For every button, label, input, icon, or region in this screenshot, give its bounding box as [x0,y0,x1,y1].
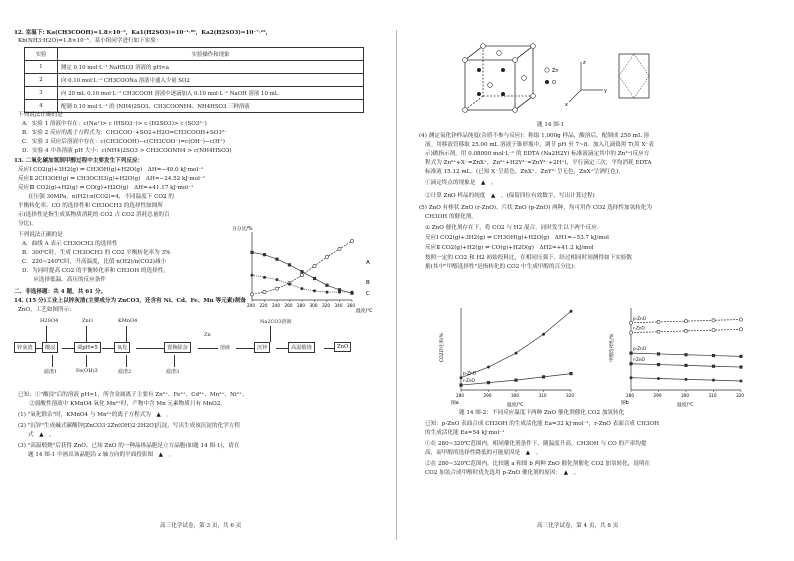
q12-option-c: C．实验 3 反应后溶液中存在：c(CH3COOH)−c(CH3COO⁻)=c(OH⁻)−c(H⁺) [22,139,225,145]
data-point [301,287,304,290]
data-point [629,352,632,355]
data-point [712,329,715,332]
series-r-ZnO [629,362,742,368]
x-tick-label: 310 [538,393,547,398]
data-point [325,284,328,287]
q14-note: (3) "高温煅烧"后获得 ZnO。已知 ZnO 的一种晶体晶胞是立方晶胞(如题 14 图-1)，请在 [18,443,240,449]
flow-box: 酸浸 [42,342,58,353]
data-point [275,258,278,261]
series-label: p-ZnO [633,346,646,352]
flow-bottom-label: Fe(OH)3 [76,368,98,374]
q13-reaction2: 反应Ⅱ 2CH3OH(g) ⇌ CH3OCH3(g)+H2O(g) ΔH=−24.52 kJ·mol⁻¹ [18,176,206,182]
data-point [263,290,266,293]
legend-zn: Zn [552,68,559,74]
flow-box: 调pH=5 [74,342,101,353]
series-line [252,241,352,294]
x-tick-label: 360 [347,303,355,308]
chart-b-tag: 图b [621,401,629,406]
x-tick-label: 320 [566,393,574,398]
data-point [275,287,278,290]
chart-b [607,298,757,408]
q14-note: (2) "沉锌"生成碱式碳酸锌[ZnCO3·2Zn(OH)2·2H2O]沉淀，写出生成该沉淀的化学方程 [18,423,240,429]
q14-line2: ZnO，工艺如图所示： [18,307,75,313]
flow-box: 氧化 [114,342,130,353]
chart-b-xlabel: 温度/℃ [677,403,694,408]
flow-top-label: Na2CO3溶液 [260,319,292,325]
data-point [338,247,341,250]
data-point [251,274,254,277]
table-row [25,74,364,87]
q14-5-line: 反应Ⅱ CO2(g)+H2(g) ⇌ CO(g)+H2O(g) ΔH2=+41.2 kJ/mol [425,245,594,251]
data-point [657,377,660,380]
table-cell: 测定 0.10 mol·L⁻¹ NaHSO3 溶液的 pH≈a [58,61,364,74]
q14-5-line: 反应Ⅰ CO2(g)+3H2(g) ⇌ CH3OH(g)+H2O(g) ΔH1=−53.7 kJ/mol [425,235,609,241]
table-cell: 配制 0.10 mol·L⁻¹ 的 (NH4)2SO3、CH3COONH4、NH4HSO3 三种溶液 [58,100,364,113]
data-point [338,291,341,294]
data-point [288,283,291,286]
q13-option-c: C．220~240℃时，升高温度，比值 n(H2)/n(CO2)减小 [22,259,167,265]
data-point [684,320,687,323]
page-footer: 高三化学试卷，第 3 页，共 6 页 [160,523,242,529]
data-point [657,320,660,323]
data-point [250,293,253,296]
q12-option-d: D．实验 4 中各溶液 pH 大小：c(NH4)2SO3 > CH3COONH4 > c(NH4HSO3) [22,148,232,154]
q14-line1: 14. (15 分)工业上以锌灰渣(主要成分为 ZnCO3，还含有 Ni、Cd、Fe、Mn 等元素)制备 [14,298,247,304]
data-point [300,270,303,273]
chart-a-ylabel: CO2转化率/% [440,333,445,362]
flow-box: 高温煅烧 [288,342,315,353]
series-r-ZnO [459,372,572,387]
data-point [459,383,462,386]
curve-label-c: C [366,291,370,297]
table-cell: 向 0.10 mol·L⁻¹ CH3COONa 溶液中通入少量 SO2 [58,74,364,87]
table-header-row [25,48,364,61]
data-point [542,333,545,336]
x-tick-label: 280 [456,393,464,398]
data-point [487,381,490,384]
flow-bottom-label: 滤渣1 [44,369,58,375]
q13-option-d-cont: 应选择低温、高压的反应条件 [22,277,106,283]
q14-5b-line: 已知：p-ZnO 表面合成 CH3OH 的生成活化能 Ea=32 kJ·mol⁻¹，r-ZnO 表面合成 CH3OH [425,421,659,427]
chart-a-xlabel: 温度/℃ [507,403,524,408]
q12-option-a: A．实验 1 溶液中存在：c(Na⁺)> c (HSO3⁻)> c (H2SO3)> c (SO3²⁻) [22,121,207,127]
chart-xlabel: 温度/℃ [356,309,373,314]
chart-a-tag: 图a [451,401,459,406]
q14-5-line: 据(其中"甲醇选择性"是指转化的 CO2 中生成甲醇的百分比)： [425,264,580,270]
q12-line1: 12. 室温下: Ka(CH3COOH)=1.8×10⁻⁵，Ka1(H2SO3)=10⁻¹·⁸⁹，Ka2(H2SO3)=10⁻⁷·²²， [14,30,272,36]
x-tick-label: 320 [736,393,744,398]
data-point [685,378,688,381]
q13-reaction3: 反应Ⅲ CO2(g)+H2(g) ⇌ CO(g)+H2O(g) ΔH=+41.17 kJ·mol⁻¹ [18,185,194,191]
table-cell: 2 [25,74,58,87]
data-point [684,353,687,356]
x-tick-label: 320 [322,303,330,308]
series-line [461,311,571,377]
q14-5-line: (5) ZnO 有棒状 ZnO (r-ZnO)、片状 ZnO (p-ZnO) 两种，均可用作 CO2 选择性加氢转化为 [419,205,652,211]
data-point [739,328,742,331]
projection-grid [619,54,649,98]
data-point [629,331,632,334]
q14-note: 题 14 图-1 中画出该晶胞沿 z 轴方向的平面投影图 ▲ 。 [28,452,175,458]
zn-atoms [463,44,536,113]
series-r-ZnO [629,325,742,334]
table-header-cell: 实验 [25,48,58,61]
data-point [263,253,266,256]
q14-5b-line: ①在 280~320℃范围内，相同催化剂条件下，随温度升高，CH3OH 与 CO 的产率均提 [425,441,647,447]
x-tick-label: 290 [653,393,662,398]
q13-line1: 13. 二氧化碳加氢制甲醇过程中主要发生下列反应： [14,158,144,164]
q14-note: 式 ▲ 。 [28,432,55,438]
q13-para1: 在压强 30MPa，n(H2):n(CO2)=4，不同温度下 CO2 的 [28,194,174,200]
fig1-caption: 题 14 图-1 [537,122,565,128]
q14-5b-line: 的生成活化能 Ea=54 kJ·mol⁻¹ [425,430,505,436]
flow-box: ZnO [334,342,351,352]
q13-ask: 下列说法正确的是 [18,232,63,238]
data-point [657,352,660,355]
q14-5-line: ① ZnO 催化剂存在下，将 CO2 与 H2 混合，同时发生以下两个反应： [425,225,603,231]
axis-x: x [565,102,568,108]
q14-5b-line: ②在 280~320℃范围内，比较题 a 和图 b 两种 ZnO 催化剂催化 CO2 加氢转化，说明在 [425,461,651,467]
data-point [739,318,742,321]
flow-top-label: H2SO4 [40,318,59,324]
data-point [569,372,572,375]
series-p-ZnO [629,352,742,358]
q14-5-line: 按照一定的 CO2 和 H2 初始投料比，在相同压强下，经过相同时间测得如下实验数 [425,255,632,261]
q13-chart [232,222,382,314]
curve-label-b: B [366,280,370,286]
q13-reaction1: 反应Ⅰ CO2(g)+3H2(g) ⇌ CH3OH(g)+H2O(g) ΔH=−49.0 kJ·mol⁻¹ [18,167,204,173]
series-p-ZnO [629,315,742,324]
data-point [515,352,518,355]
q14-4-line: ②计算 ZnO 样品的纯度 ▲ 。(保留四位有效数字，写出计算过程) [425,193,595,199]
data-point [740,379,743,382]
projection-box [619,54,649,98]
right-page [397,0,794,561]
flow-top-label: ZnO [82,318,93,324]
x-tick-label: 340 [334,303,343,308]
x-tick-label: 280 [626,393,634,398]
flow-box: 置换除杂 [164,342,191,353]
data-point [657,330,660,333]
table-cell: 1 [25,61,58,74]
data-point [300,273,303,276]
x-tick-label: 290 [483,393,492,398]
q12-ask: 下列说法正确的是 [18,112,63,118]
o-atoms [477,68,505,96]
table-row [25,87,364,100]
crystal-cell-figure [455,40,655,120]
data-point [313,264,316,267]
process-flowchart [14,318,384,388]
q13-option-a: A．曲线 A 表示 CH3OCH3 的选择性 [22,241,118,247]
series-label: r-ZnO [633,356,645,362]
series-label: r-ZnO [463,378,475,384]
data-point [514,379,517,382]
q13-option-d: D．为同时提高 CO2 的平衡转化率和 CH3OH 的选择性， [22,268,169,274]
chart-ylabel: 百分比/% [232,227,253,232]
data-point [570,310,573,313]
q14-5b-line: CO2 加氢合成甲醇时优先选用 p-ZnO 催化剂的原因： ▲ 。 [425,470,580,476]
data-point [313,289,316,292]
flow-box: 沉锌 [254,342,270,353]
q12-option-b: B．实验 2 反应的离子方程式为：CH3COO⁻+SO2+H2O=CH3COOH+SO3²⁻ [22,130,228,136]
fig2-caption: 题 14 图-2：不同反应温度下两种 ZnO 催化剂催化 CO2 加氢转化 [459,410,625,416]
q14-4-line: ①滴定终点的现象是 ▲ 。 [425,180,497,186]
x-tick-label: 260 [284,303,293,308]
axes-drawing [569,62,603,102]
flow-box: 锌灰渣 [14,342,36,353]
data-point [630,376,633,379]
series-label: r-ZnO [633,325,645,331]
q14-4-line: 标准液 15.12 mL。(已知 X⁻呈蓝色，ZnX⁺、ZnY²⁻呈无色，ZnX⁺呈酒红色)。 [425,169,624,175]
data-point [684,329,687,332]
q12-experiment-table [24,47,364,113]
table-header-cell: 实验操作和现象 [58,48,364,61]
q14-5b-line: 高，而甲醇的选择性降低的可能原因是 ▲ 。 [425,450,542,456]
legend-o-marker [545,80,549,84]
table-row [25,61,364,74]
data-point [657,363,660,366]
q13-para3: 示(选择性是指生成某物质消耗的 CO2 占 CO2 消耗总量的百 [18,212,170,218]
x-tick-label: 240 [272,303,280,308]
x-tick-label: 200 [247,303,255,308]
data-point [629,321,632,324]
data-point [325,255,328,258]
flow-bottom-label: 滤渣2 [118,369,132,375]
x-tick-label: 300 [309,303,318,308]
q14-note: 已知：①"酸浸"后的溶液 pH≈1，所含金属离子主要有 Zn²⁺、Fe²⁺、Cd²⁺、Mn²⁺、Ni²⁺。 [18,392,248,398]
section-title: 二、非选择题：共 4 题，共 61 分。 [14,289,107,295]
q14-note: (1) "氧化除杂"时，KMnO4 与 Mn²⁺的离子方程式为 ▲ 。 [18,412,172,418]
data-point [276,278,279,281]
data-point [350,239,353,242]
data-point [712,319,715,322]
x-tick-label: 300 [511,393,519,398]
q14-5-line: CH3OH 的催化剂。 [425,214,477,220]
legend-o: O [552,80,556,86]
q13-para2: 平衡转化率、CO 的选择性和 CH3OCH3 的选择性如图所 [18,203,163,209]
q14-4-line: 液。用移液管移取 25.00 mL 溶液于锥形瓶中，调节 pH 至 7~8，加入几滴铬黑 T(用 X⁻表 [425,142,654,148]
data-point [326,291,329,294]
data-point [712,365,715,368]
q14-4-line: (4) 测定氧化锌样品纯度(杂质不参与反应)：称取 1.000g 样品，酸溶后，配制成 250 mL 溶 [419,133,650,139]
series-unnamed [630,376,743,382]
q14-4-line: 示)做指示剂，用 0.08000 mol·L⁻¹ 的 EDTA (Na2H2Y) 标准液滴定其中的 Zn²⁺(反应方 [425,151,650,157]
q12-line2: Kb(NH3·H2O)=1.8×10⁻⁵。某小组同学进行如下实验： [18,38,162,44]
chart-a [437,298,587,408]
table-cell: 3 [25,87,58,100]
axis-y: y [604,88,607,94]
q13-para4: 分比)。 [18,221,37,227]
data-point [712,354,715,357]
table-row [25,100,364,113]
data-point [739,355,742,358]
curve-label-a: A [366,260,370,266]
series-p-ZnO [460,310,573,379]
chart-b-ylabel: 甲醇选择性/% [610,333,615,362]
series-label: p-ZnO [463,370,476,376]
flow-label: 溶液 [220,345,231,351]
legend-zn-marker [545,68,549,72]
axis-z: z [583,60,586,66]
data-point [313,277,316,280]
data-point [739,365,742,368]
flow-top-label: Zn [204,332,211,338]
data-point [629,362,632,365]
x-tick-label: 280 [297,303,305,308]
series-label: p-ZnO [633,315,646,321]
data-point [684,364,687,367]
data-point [351,291,354,294]
flow-top-label: KMnO4 [118,318,138,324]
data-point [487,366,490,369]
data-point [263,276,266,279]
x-tick-label: 220 [259,303,268,308]
q13-option-b: B．300℃时，生成 CH3OCH3 的 CO2 平衡转化率为 3% [22,250,171,256]
data-point [250,251,253,254]
q14-4-line: 程式为 Zn²⁺+X⁻=ZnX⁺，Zn²⁺+H2Y²⁻=ZnY²⁻+2H⁺)，平行滴定三次，平均消耗 EDTA [425,160,652,166]
x-tick-label: 310 [708,393,717,398]
table-cell: 4 [25,100,58,113]
table-cell: 向 20 mL 0.10 mol·L⁻¹ CH3COOH 溶液中逐滴加入 0.10 mol·L⁻¹ NaOH 溶液 10 mL [58,87,364,100]
data-point [288,263,291,266]
page-footer: 高三化学试卷，第 4 页，共 6 页 [537,523,619,529]
q14-note: ②弱酸性溶液中 KMnO4 氧化 Mn²⁺时，产物中含 Mn 元素物质只有 MnO2。 [18,401,226,407]
data-point [542,375,545,378]
flow-bottom-label: 滤渣3 [166,369,180,375]
x-tick-label: 300 [681,393,689,398]
data-point [712,379,715,382]
